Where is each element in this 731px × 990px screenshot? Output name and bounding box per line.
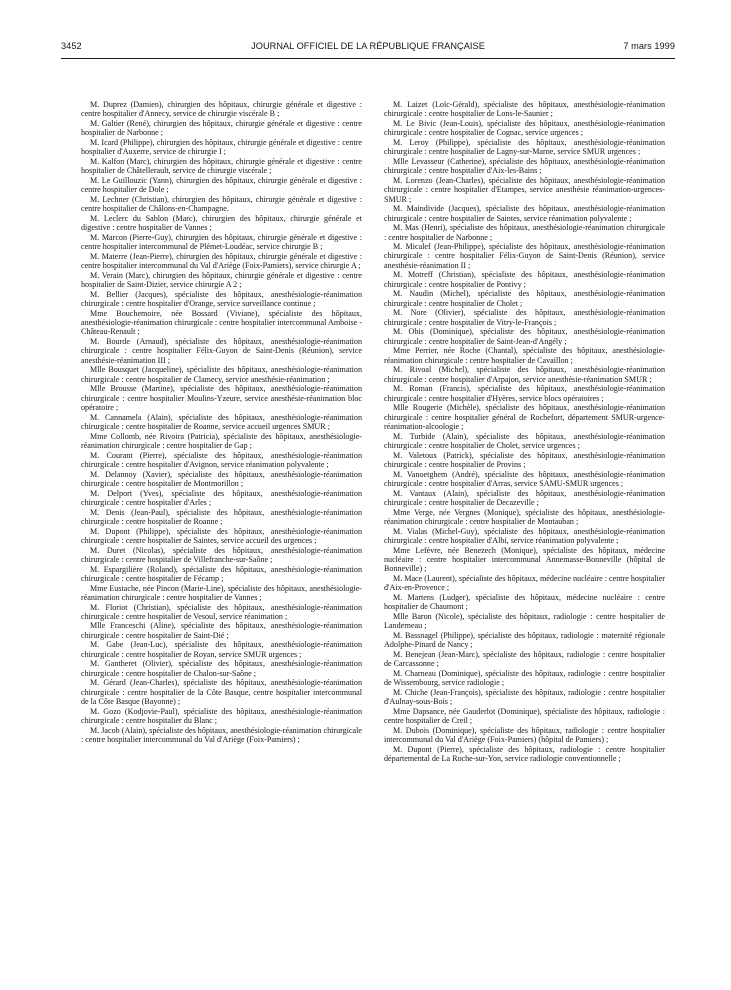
appointment-entry: M. Delannoy (Xavier), spécialiste des hôpitaux, anesthésiologie-réanimation chirurgicale : centre hospitalier de Montmorillon ;: [81, 469, 362, 488]
appointment-entry: M. Le Guillouzic (Yann), chirurgien des hôpitaux, chirurgie générale et digestive : centre hospitalier de Dole ;: [81, 175, 362, 195]
appointment-entry: M. Turbide (Alain), spécialiste des hôpitaux, anesthésiologie-réanimation chirurgicale : centre hospitalier de Cholet, service urgences ;: [384, 431, 665, 450]
appointment-entry: Mlle Baron (Nicole), spécialiste des hôpitaux, radiologie : centre hospitalier de Landerneau ;: [384, 611, 665, 631]
appointment-entry: M. Denis (Jean-Paul), spécialiste des hôpitaux, anesthésiologie-réanimation chirurgicale : centre hospitalier de Roanne ;: [81, 507, 362, 526]
appointment-entry: M. Courant (Pierre), spécialiste des hôpitaux, anesthésiologie-réanimation chirurgicale : centre hospitalier d'Avignon, service réanimation polyvalente ;: [81, 450, 362, 469]
appointment-entry: M. Kalfon (Marc), chirurgien des hôpitaux, chirurgie générale et digestive : centre hospitalier de Châtellerault, service de chirurgie viscérale ;: [81, 156, 362, 176]
appointment-entry: M. Galtier (René), chirurgien des hôpitaux, chirurgie générale et digestive : centre hospitalier de Narbonne ;: [81, 118, 362, 138]
appointment-entry: M. Valetoux (Patrick), spécialiste des hôpitaux, anesthésiologie-réanimation chirurgicale : centre hospitalier de Provins ;: [384, 450, 665, 469]
appointment-entry: Mme Lefèvre, née Benezech (Monique), spécialiste des hôpitaux, médecine nucléaire : centre hospitalier intercommunal Annemasse-Bonneville (hôpital de Bonneville) ;: [384, 545, 665, 574]
appointment-entry: M. Vialas (Michel-Guy), spécialiste des hôpitaux, anesthésiologie-réanimation chirurgicale : centre hospitalier d'Albi, service réanimation polyvalente ;: [384, 526, 665, 545]
appointment-entry: M. Motreff (Christian), spécialiste des hôpitaux, anesthésiologie-réanimation chirurgicale : centre hospitalier de Pontivy ;: [384, 270, 665, 289]
appointment-entry: M. Benejean (Jean-Marc), spécialiste des hôpitaux, radiologie : centre hospitalier de Carcassonne ;: [384, 649, 665, 669]
appointment-entry: M. Vanoetghem (André), spécialiste des hôpitaux, anesthésiologie-réanimation chirurgicale : centre hospitalier d'Arras, service SAMU-SMUR urgences ;: [384, 469, 665, 488]
appointment-entry: M. Rivoal (Michel), spécialiste des hôpitaux, anesthésiologie-réanimation chirurgicale : centre hospitalier d'Arpajon, service anesthésie-réanimation SMUR ;: [384, 365, 665, 384]
appointment-entry: M. Laizet (Loïc-Gérald), spécialiste des hôpitaux, anesthésiologie-réanimation chirurgicale : centre hospitalier de Lons-le-Saunier ;: [384, 100, 665, 119]
appointment-entry: Mlle Levasseur (Catherine), spécialiste des hôpitaux, anesthésiologie-réanimation chirurgicale : centre hospitalier d'Aix-les-Bains ;: [384, 156, 665, 176]
journal-title: JOURNAL OFFICIEL DE LA RÉPUBLIQUE FRANÇAISE: [251, 41, 485, 51]
appointment-entry: M. Gabe (Jean-Luc), spécialiste des hôpitaux, anesthésiologie-réanimation chirurgicale : centre hospitalier de Royan, service SMUR urgences ;: [81, 640, 362, 659]
appointment-entry: M. Dupont (Philippe), spécialiste des hôpitaux, anesthésiologie-réanimation chirurgicale : centre hospitalier de Saintes, service accueil des urgences ;: [81, 526, 362, 545]
appointment-entry: M. Gozo (Kodjovie-Paul), spécialiste des hôpitaux, anesthésiologie-réanimation chirurgicale : centre hospitalier du Blanc ;: [81, 706, 362, 726]
appointment-entry: M. Delport (Yves), spécialiste des hôpitaux, anesthésiologie-réanimation chirurgicale : centre hospitalier d'Arles ;: [81, 488, 362, 507]
appointment-entry: M. Duprez (Damien), chirurgien des hôpitaux, chirurgie générale et digestive : centre hospitalier d'Annecy, service de chirurgie viscérale B ;: [81, 100, 362, 119]
left-column: [81, 100, 362, 968]
appointment-entry: M. Bassnagel (Philippe), spécialiste des hôpitaux, radiologie : maternité régionale Adolphe-Pinard de Nancy ;: [384, 630, 665, 650]
issue-date: 7 mars 1999: [623, 41, 675, 51]
appointment-entry: M. Le Bivic (Jean-Louis), spécialiste des hôpitaux, anesthésiologie-réanimation chirurgicale : centre hospitalier de Cognac, service urgences ;: [384, 118, 665, 138]
appointment-entry: M. Gantheret (Olivier), spécialiste des hôpitaux, anesthésiologie-réanimation chirurgicale : centre hospitalier de Chalon-sur-Saône ;: [81, 659, 362, 678]
appointment-entry: Mlle Brousse (Martine), spécialiste des hôpitaux, anesthésiologie-réanimation chirurgicale : centre hospitalier Moulins-Yzeure, service anesthésie-réanimation bloc opératoire ;: [81, 384, 362, 412]
appointment-entry: M. Mace (Laurent), spécialiste des hôpitaux, médecine nucléaire : centre hospitalier d'Aix-en-Provence ;: [384, 573, 665, 593]
appointment-entry: M. Lorenzo (Jean-Charles), spécialiste des hôpitaux, anesthésiologie-réanimation chirurgicale : centre hospitalier d'Etampes, service anesthésie réanimation-urgences-SMUR ;: [384, 175, 665, 204]
appointment-entry: M. Nore (Olivier), spécialiste des hôpitaux, anesthésiologie-réanimation chirurgicale : centre hospitalier de Vitry-le-François ;: [384, 308, 665, 327]
appointment-entry: M. Icard (Philippe), chirurgien des hôpitaux, chirurgie générale et digestive : centre hospitalier d'Auxerre, service de chirurgie I ;: [81, 137, 362, 157]
appointment-entry: M. Naudin (Michel), spécialiste des hôpitaux, anesthésiologie-réanimation chirurgicale : centre hospitalier de Cholet ;: [384, 289, 665, 308]
appointment-entry: M. Dubois (Dominique), spécialiste des hôpitaux, radiologie : centre hospitalier intercommunal du Val d'Ariège (Foix-Pamiers) (hôpital de Pamiers) ;: [384, 725, 665, 744]
appointment-entry: M. Obis (Dominique), spécialiste des hôpitaux, anesthésiologie-réanimation chirurgicale : centre hospitalier de Saint-Jean-d'Angély ;: [384, 327, 665, 346]
appointment-entry: M. Gérard (Jean-Charles), spécialiste des hôpitaux, anesthésiologie-réanimation chirurgicale : centre hospitalier de la Côte Basque, centre hospitalier intercommunal de la Côte Basque (Bayonne) ;: [81, 678, 362, 707]
right-column: [384, 100, 665, 968]
page-header: [61, 38, 675, 54]
appointment-entry: M. Jacob (Alain), spécialiste des hôpitaux, anesthésiologie-réanimation chirurgicale : centre hospitalier intercommunal du Val d'Ariège (Foix-Pamiers) ;: [81, 725, 362, 744]
appointment-entry: Mlle Bousquet (Jacqueline), spécialiste des hôpitaux, anesthésiologie-réanimation chirurgicale : centre hospitalier de Clamecy, service anesthésie-réanimation ;: [81, 365, 362, 384]
appointment-entry: M. Marcon (Pierre-Guy), chirurgien des hôpitaux, chirurgie générale et digestive : centre hospitalier intercommunal de Plémet-Loudéac, service chirurgie B ;: [81, 232, 362, 252]
appointment-entry: Mlle Rougerie (Michèle), spécialiste des hôpitaux, anesthésiologie-réanimation chirurgicale : centre hospitalier général de Rochefort, département SMUR-urgence-réanimation-alcoologie ;: [384, 403, 665, 431]
appointment-entry: M. Bourde (Arnaud), spécialiste des hôpitaux, anesthésiologie-réanimation chirurgicale : centre hospitalier Félix-Guyon de Saint-Denis (Réunion), service anesthésie-réanimation III ;: [81, 337, 362, 365]
page-number: 3452: [61, 41, 82, 51]
appointment-entry: M. Micalef (Jean-Philippe), spécialiste des hôpitaux, anesthésiologie-réanimation chirurgicale : centre hospitalier Félix-Guyon de Saint-Denis (Réunion), service anesthésie-réanimation II ;: [384, 242, 665, 270]
appointment-entry: Mme Collomb, née Rivoira (Patricia), spécialiste des hôpitaux, anesthésiologie-réanimation chirurgicale : centre hospitalier de Gap ;: [81, 431, 362, 450]
appointment-entry: M. Charneau (Dominique), spécialiste des hôpitaux, radiologie : centre hospitalier de Wissembourg, service radiologie ;: [384, 668, 665, 688]
appointment-entry: M. Floriot (Christian), spécialiste des hôpitaux, anesthésiologie-réanimation chirurgicale : centre hospitalier de Vesoul, service réanimation ;: [81, 602, 362, 621]
appointment-entry: M. Mas (Henri), spécialiste des hôpitaux, anesthésiologie-réanimation chirurgicale : centre hospitalier de Narbonne ;: [384, 223, 665, 242]
appointment-entry: M. Dupont (Pierre), spécialiste des hôpitaux, radiologie : centre hospitalier départemental de La Roche-sur-Yon, service radiologie conventionnelle ;: [384, 744, 665, 763]
appointment-entry: Mlle Franceschi (Aline), spécialiste des hôpitaux, anesthésiologie-réanimation chirurgicale : centre hospitalier de Saint-Dié ;: [81, 621, 362, 640]
appointment-entry: M. Duret (Nicolas), spécialiste des hôpitaux, anesthésiologie-réanimation chirurgicale : centre hospitalier de Villefranche-sur-Saône ;: [81, 545, 362, 564]
appointment-entry: M. Lechner (Christian), chirurgien des hôpitaux, chirurgie générale et digestive : centre hospitalier de Châlons-en-Champagne.: [81, 194, 362, 214]
appointment-entry: M. Cannamela (Alain), spécialiste des hôpitaux, anesthésiologie-réanimation chirurgicale : centre hospitalier de Roanne, service accueil urgences SMUR ;: [81, 412, 362, 431]
appointment-entry: Mme Perrier, née Roche (Chantal), spécialiste des hôpitaux, anesthésiologie-réanimation chirurgicale : centre hospitalier de Cavaillon ;: [384, 346, 665, 365]
appointment-entry: Mme Bouchemoire, née Bossard (Viviane), spécialiste des hôpitaux, anesthésiologie-réanimation chirurgicale : centre hospitalier intercommunal Amboise - Château-Renault ;: [81, 308, 362, 337]
appointment-entry: Mme Verge, née Vergnes (Monique), spécialiste des hôpitaux, anesthésiologie-réanimation chirurgicale : centre hospitalier de Montauban ;: [384, 507, 665, 526]
appointment-entry: M. Verain (Marc), chirurgien des hôpitaux, chirurgie générale et digestive : centre hospitalier de Saint-Dizier, service chirurgie A 2 ;: [81, 270, 362, 290]
appointment-entry: M. Bellier (Jacques), spécialiste des hôpitaux, anesthésiologie-réanimation chirurgicale : centre hospitalier d'Orange, service surveillance continue ;: [81, 289, 362, 309]
appointment-entry: M. Leclerc du Sablon (Marc), chirurgien des hôpitaux, chirurgie générale et digestive : centre hospitalier de Vannes ;: [81, 213, 362, 233]
appointment-entry: M. Martens (Ludger), spécialiste des hôpitaux, médecine nucléaire : centre hospitalier de Chaumont ;: [384, 592, 665, 612]
header-rule: [61, 58, 675, 59]
appointment-entry: M. Espargilière (Roland), spécialiste des hôpitaux, anesthésiologie-réanimation chirurgicale : centre hospitalier de Fécamp ;: [81, 564, 362, 583]
appointment-entry: M. Leroy (Philippe), spécialiste des hôpitaux, anesthésiologie-réanimation chirurgicale : centre hospitalier de Lagny-sur-Marne, service SMUR urgences ;: [384, 137, 665, 157]
appointment-entry: M. Maindivide (Jacques), spécialiste des hôpitaux, anesthésiologie-réanimation chirurgicale : centre hospitalier de Saintes, service réanimation polyvalente ;: [384, 204, 665, 223]
appointment-entry: M. Materre (Jean-Pierre), chirurgien des hôpitaux, chirurgie générale et digestive : centre hospitalier intercommunal du Val d'Ariège (Foix-Pamiers), service chirurgie A ;: [81, 251, 362, 271]
appointment-entry: Mme Dapsance, née Gauderlot (Dominique), spécialiste des hôpitaux, radiologie : centre hospitalier de Creil ;: [384, 706, 665, 726]
appointment-entry: M. Roman (Francis), spécialiste des hôpitaux, anesthésiologie-réanimation chirurgicale : centre hospitalier d'Hyères, service blocs opératoires ;: [384, 384, 665, 403]
appointment-entry: M. Chiche (Jean-François), spécialiste des hôpitaux, radiologie : centre hospitalier d'Aulnay-sous-Bois ;: [384, 687, 665, 707]
appointment-entry: Mme Eustache, née Pincon (Marie-Line), spécialiste des hôpitaux, anesthésiologie-réanimation chirurgicale : centre hospitalier de Vannes ;: [81, 583, 362, 602]
appointment-entry: M. Vantaux (Alain), spécialiste des hôpitaux, anesthésiologie-réanimation chirurgicale : centre hospitalier de Decazeville ;: [384, 488, 665, 507]
